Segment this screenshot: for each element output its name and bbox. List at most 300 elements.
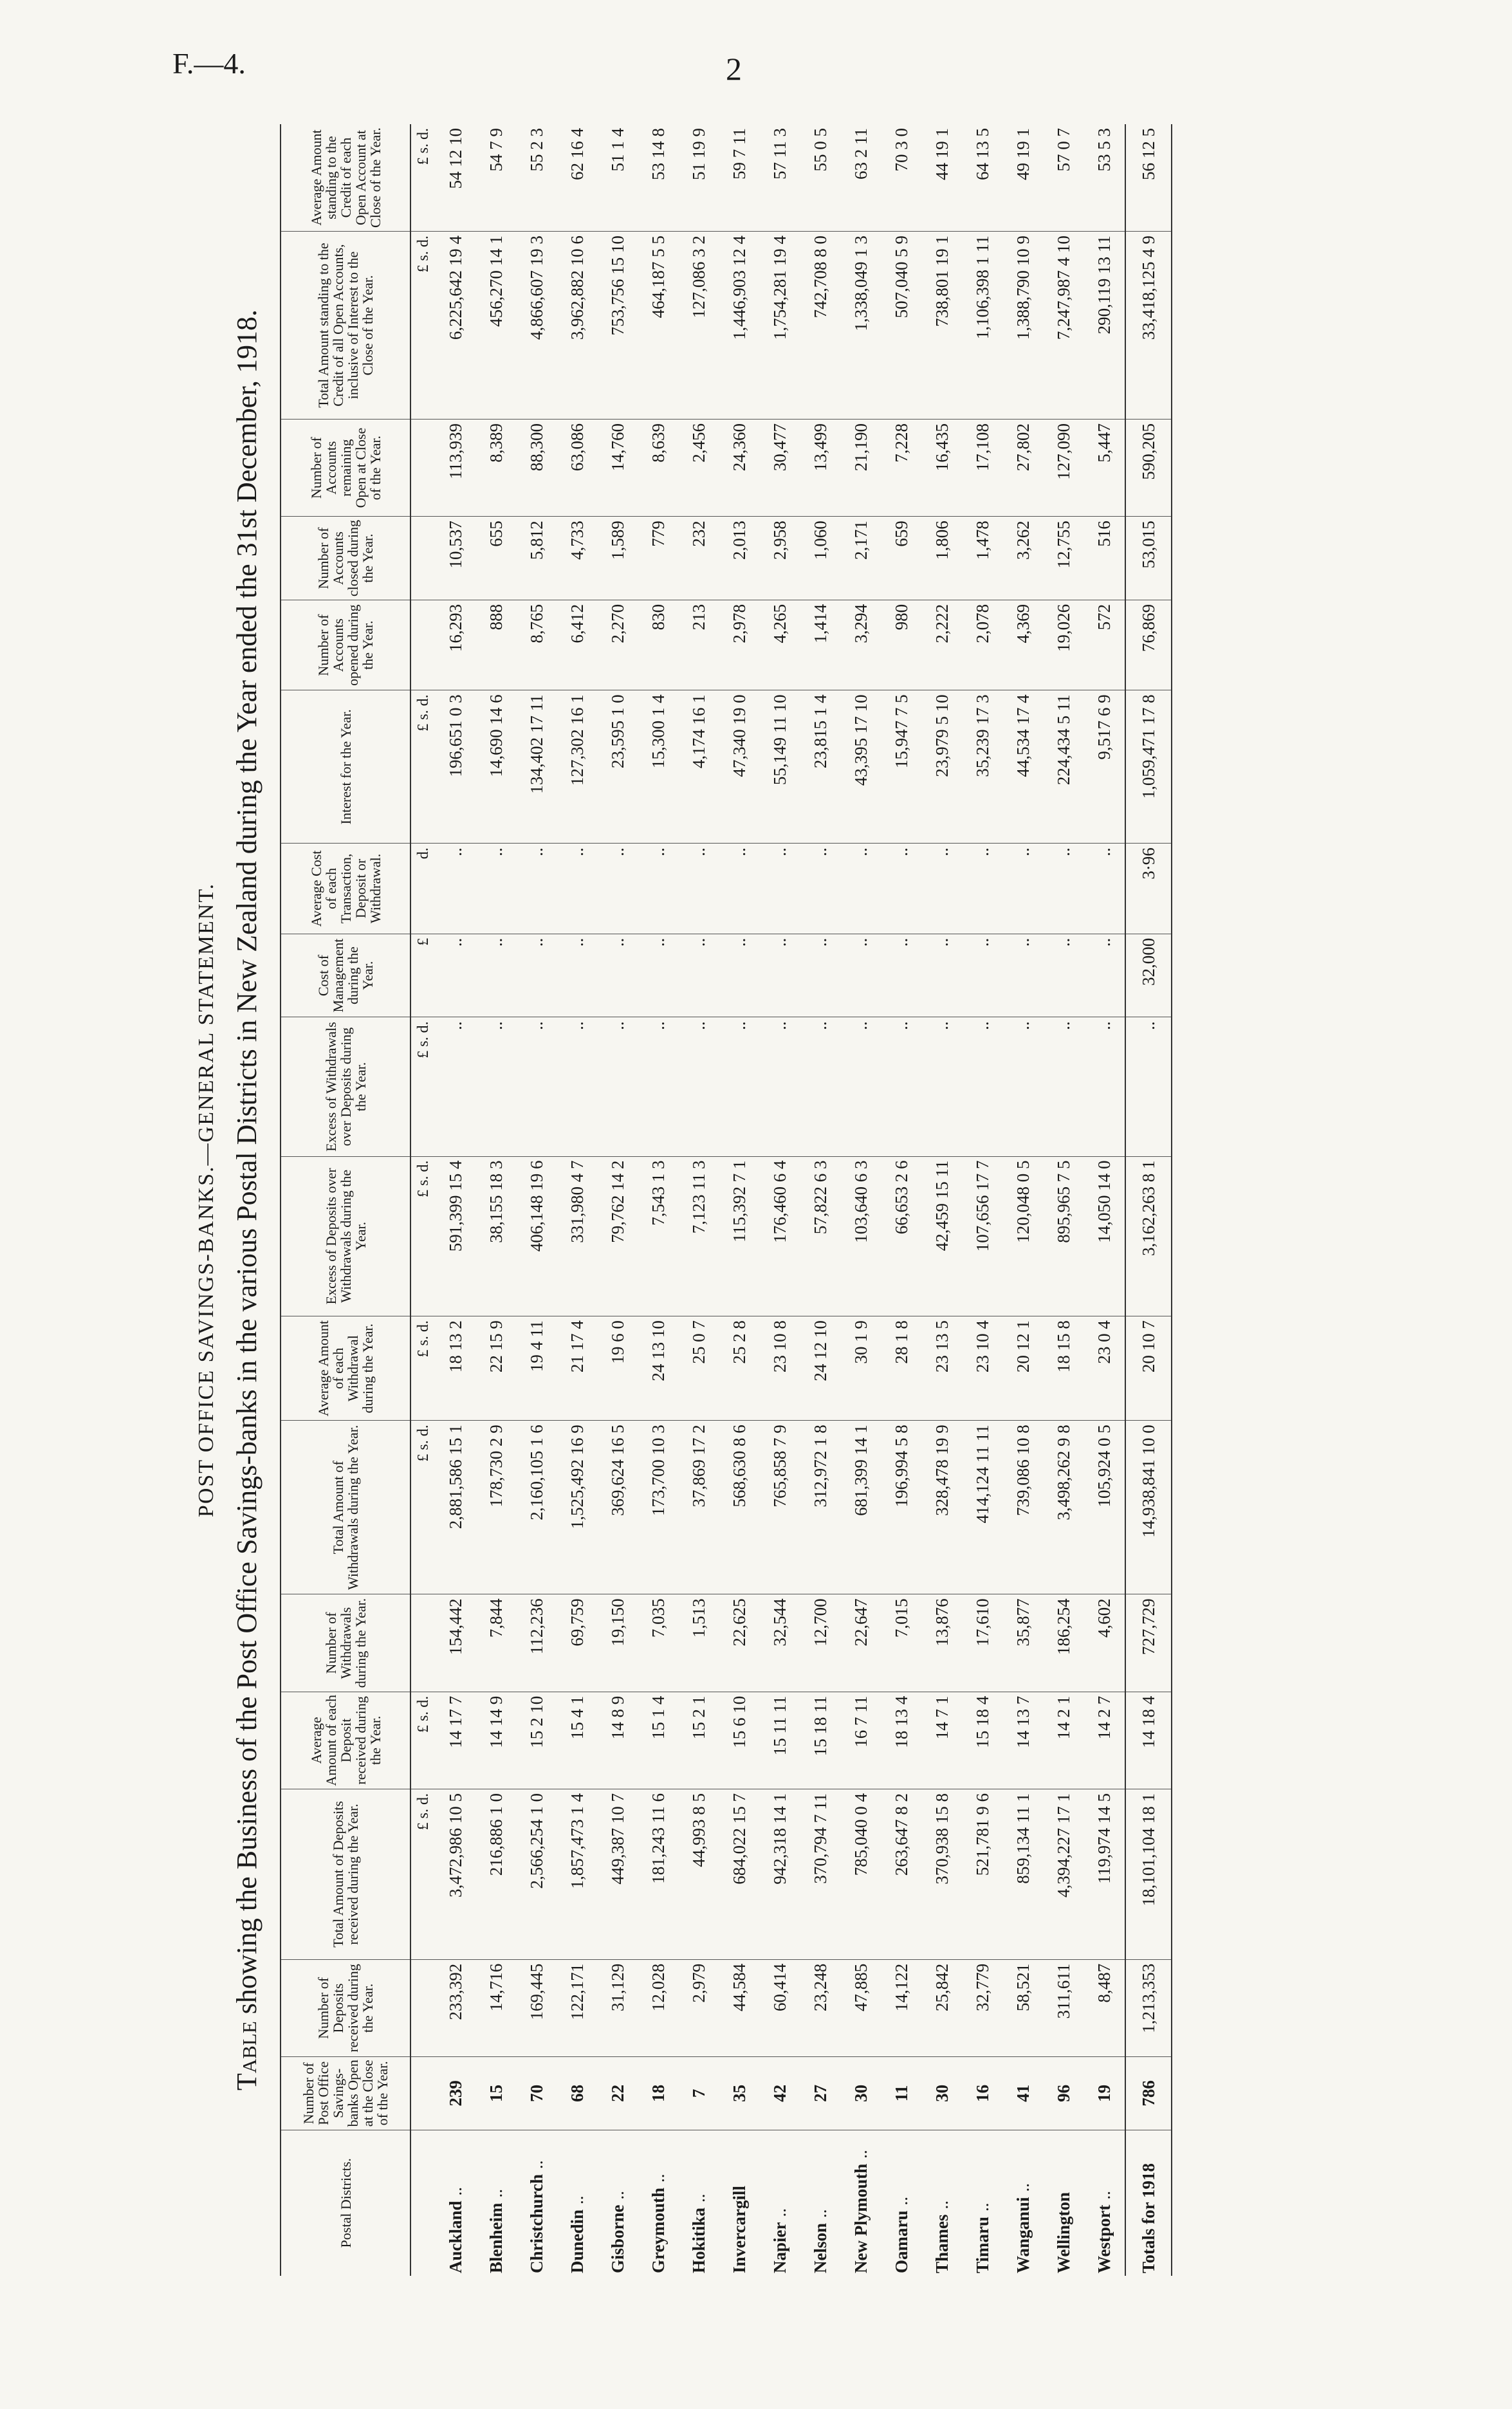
table-cell: 8,765 bbox=[517, 600, 557, 690]
unit-label: £ s. d. bbox=[410, 232, 436, 420]
table-cell: .. bbox=[881, 934, 922, 1017]
table-cell: 1,446,903 12 4 bbox=[719, 232, 760, 420]
table-cell: 12,028 bbox=[638, 1959, 679, 2056]
table-cell: 119,974 14 5 bbox=[1084, 1789, 1125, 1960]
table-cell: 14,122 bbox=[881, 1959, 922, 2056]
table-cell: 15 18 4 bbox=[963, 1692, 1003, 1789]
table-cell: 22,625 bbox=[719, 1594, 760, 1692]
table-cell: 18 13 2 bbox=[436, 1316, 476, 1421]
table-cell: 35 bbox=[719, 2057, 760, 2130]
table-cell: 24,360 bbox=[719, 419, 760, 516]
table-cell: .. bbox=[922, 844, 963, 934]
table-cell: 70 3 0 bbox=[881, 124, 922, 232]
table-cell: 47,885 bbox=[841, 1959, 881, 2056]
totals-cell: 14 18 4 bbox=[1125, 1692, 1172, 1789]
table-cell: .. bbox=[679, 844, 719, 934]
table-cell: 785,040 0 4 bbox=[841, 1789, 881, 1960]
column-header-16: Total Amount standing to the Credit of all Open Accounts, inclusive of Interest to the Close of the Year. bbox=[281, 232, 410, 420]
table-cell: 2,160,105 1 6 bbox=[517, 1421, 557, 1594]
district-cell bbox=[760, 2130, 800, 2276]
totals-label: Totals for 1918 bbox=[1125, 2130, 1172, 2276]
table-cell: 14,050 14 0 bbox=[1084, 1156, 1125, 1316]
table-cell: .. bbox=[760, 934, 800, 1017]
table-cell: 2,456 bbox=[679, 419, 719, 516]
table-cell: 681,399 14 1 bbox=[841, 1421, 881, 1594]
table-cell: 44,584 bbox=[719, 1959, 760, 2056]
column-header-3: Total Amount of Deposits received during the Year. bbox=[281, 1789, 410, 1960]
table-cell: .. bbox=[598, 934, 638, 1017]
district-name: Westport bbox=[1094, 2204, 1114, 2273]
table-cell: 2,978 bbox=[719, 600, 760, 690]
totals-cell: 20 10 7 bbox=[1125, 1316, 1172, 1421]
table-cell: .. bbox=[436, 934, 476, 1017]
leader-dots: .. bbox=[567, 2195, 587, 2204]
table-cell: 134,402 17 11 bbox=[517, 690, 557, 844]
table-cell: 44,534 17 4 bbox=[1003, 690, 1044, 844]
table-cell: 312,972 1 8 bbox=[800, 1421, 841, 1594]
table-cell: .. bbox=[719, 844, 760, 934]
table-cell: 2,013 bbox=[719, 517, 760, 600]
table-cell: 3,498,262 9 8 bbox=[1044, 1421, 1084, 1594]
district-name: Hokitika bbox=[689, 2207, 708, 2273]
table-cell: 9,517 6 9 bbox=[1084, 690, 1125, 844]
table-cell: 15 6 10 bbox=[719, 1692, 760, 1789]
page-number: 2 bbox=[726, 51, 742, 87]
caption-text: showing the Business of the Post Office Savings-banks in the various Postal Districts in New Zealand during the Year ended the 31st December, 1918. bbox=[231, 309, 263, 2022]
table-cell: 13,876 bbox=[922, 1594, 963, 1692]
table-cell: 15,300 1 4 bbox=[638, 690, 679, 844]
totals-cell: 1,059,471 17 8 bbox=[1125, 690, 1172, 844]
table-cell: 311,611 bbox=[1044, 1959, 1084, 2056]
table-cell: 55,149 11 10 bbox=[760, 690, 800, 844]
table-cell: .. bbox=[800, 1017, 841, 1156]
table-row bbox=[841, 124, 881, 2276]
table-cell: 2,566,254 1 0 bbox=[517, 1789, 557, 1960]
table-cell: 2,171 bbox=[841, 517, 881, 600]
table-cell: 88,300 bbox=[517, 419, 557, 516]
leader-dots: .. bbox=[1013, 2183, 1033, 2192]
district-cell bbox=[922, 2130, 963, 2276]
district-cell bbox=[719, 2130, 760, 2276]
table-cell: .. bbox=[1084, 844, 1125, 934]
table-cell: 23 10 8 bbox=[760, 1316, 800, 1421]
table-cell: 196,994 5 8 bbox=[881, 1421, 922, 1594]
statement-title: POST OFFICE SAVINGS-BANKS.—GENERAL STATEMENT. bbox=[194, 882, 218, 1518]
table-row bbox=[476, 124, 517, 2276]
leader-dots: .. bbox=[932, 2200, 952, 2210]
table-cell: 2,078 bbox=[963, 600, 1003, 690]
totals-cell: 18,101,104 18 1 bbox=[1125, 1789, 1172, 1960]
table-cell: 14,716 bbox=[476, 1959, 517, 2056]
table-cell: .. bbox=[436, 1017, 476, 1156]
table-cell: .. bbox=[841, 1017, 881, 1156]
table-cell: 1,414 bbox=[800, 600, 841, 690]
table-cell: 44,993 8 5 bbox=[679, 1789, 719, 1960]
table-cell: 765,858 7 9 bbox=[760, 1421, 800, 1594]
table-cell: 18 13 4 bbox=[881, 1692, 922, 1789]
table-cell: 41 bbox=[1003, 2057, 1044, 2130]
table-cell: 58,521 bbox=[1003, 1959, 1044, 2056]
table-cell: 96 bbox=[1044, 2057, 1084, 2130]
table-cell: 105,924 0 5 bbox=[1084, 1421, 1125, 1594]
table-cell: 69,759 bbox=[557, 1594, 598, 1692]
table-cell: 4,174 16 1 bbox=[679, 690, 719, 844]
district-cell bbox=[963, 2130, 1003, 2276]
table-cell: 54 7 9 bbox=[476, 124, 517, 232]
table-cell: 43,395 17 10 bbox=[841, 690, 881, 844]
table-cell: 186,254 bbox=[1044, 1594, 1084, 1692]
table-cell: 11 bbox=[881, 2057, 922, 2130]
table-cell: .. bbox=[557, 844, 598, 934]
table-cell: 4,265 bbox=[760, 600, 800, 690]
table-cell: 70 bbox=[517, 2057, 557, 2130]
table-cell: 1,338,049 1 3 bbox=[841, 232, 881, 420]
district-name: Dunedin bbox=[567, 2209, 587, 2273]
table-cell: .. bbox=[557, 934, 598, 1017]
table-cell: 456,270 14 1 bbox=[476, 232, 517, 420]
table-cell: 23 13 5 bbox=[922, 1316, 963, 1421]
table-cell: .. bbox=[436, 844, 476, 934]
table-row bbox=[1003, 124, 1044, 2276]
table-cell: 464,187 5 5 bbox=[638, 232, 679, 420]
table-cell: 16,293 bbox=[436, 600, 476, 690]
table-cell: 30 bbox=[841, 2057, 881, 2130]
table-cell: .. bbox=[679, 934, 719, 1017]
totals-cell: 56 12 5 bbox=[1125, 124, 1172, 232]
column-header-14: Number of Accounts closed during the Year. bbox=[281, 517, 410, 600]
table-cell: 107,656 17 7 bbox=[963, 1156, 1003, 1316]
table-cell: .. bbox=[517, 934, 557, 1017]
column-header-15: Number of Accounts remaining Open at Close of the Year. bbox=[281, 419, 410, 516]
district-name: Blenheim bbox=[486, 2202, 506, 2273]
table-cell: 181,243 11 6 bbox=[638, 1789, 679, 1960]
table-cell: 51 1 4 bbox=[598, 124, 638, 232]
table-cell: 59 7 11 bbox=[719, 124, 760, 232]
table-cell: 5,447 bbox=[1084, 419, 1125, 516]
unit-label bbox=[410, 600, 436, 690]
table-cell: 7,543 1 3 bbox=[638, 1156, 679, 1316]
table-cell: 176,460 6 4 bbox=[760, 1156, 800, 1316]
unit-label: £ s. d. bbox=[410, 1692, 436, 1789]
district-name: Oamaru bbox=[892, 2210, 911, 2273]
totals-cell: 727,729 bbox=[1125, 1594, 1172, 1692]
district-cell bbox=[1044, 2130, 1084, 2276]
table-cell: .. bbox=[881, 1017, 922, 1156]
totals-cell: 76,869 bbox=[1125, 600, 1172, 690]
table-cell: .. bbox=[557, 1017, 598, 1156]
table-cell: .. bbox=[800, 934, 841, 1017]
table-cell: .. bbox=[1003, 844, 1044, 934]
table-cell: 113,939 bbox=[436, 419, 476, 516]
table-cell: 120,048 0 5 bbox=[1003, 1156, 1044, 1316]
unit-label: £ s. d. bbox=[410, 690, 436, 844]
table-cell: 19,150 bbox=[598, 1594, 638, 1692]
table-cell: 20 12 1 bbox=[1003, 1316, 1044, 1421]
table-cell: 521,781 9 6 bbox=[963, 1789, 1003, 1960]
table-cell: 13,499 bbox=[800, 419, 841, 516]
table-cell: 63 2 11 bbox=[841, 124, 881, 232]
rotated-table-region bbox=[193, 119, 1255, 2281]
table-cell: 66,653 2 6 bbox=[881, 1156, 922, 1316]
table-cell: 178,730 2 9 bbox=[476, 1421, 517, 1594]
table-cell: .. bbox=[760, 844, 800, 934]
table-cell: .. bbox=[638, 1017, 679, 1156]
table-header-row bbox=[281, 124, 410, 2276]
table-cell: 224,434 5 11 bbox=[1044, 690, 1084, 844]
table-row bbox=[760, 124, 800, 2276]
district-name: Gisborne bbox=[608, 2204, 627, 2273]
district-cell bbox=[517, 2130, 557, 2276]
table-caption bbox=[230, 119, 263, 2281]
table-cell: .. bbox=[679, 1017, 719, 1156]
table-cell: 742,708 8 0 bbox=[800, 232, 841, 420]
table-cell: .. bbox=[963, 1017, 1003, 1156]
unit-label bbox=[410, 2130, 436, 2276]
district-cell bbox=[1084, 2130, 1125, 2276]
table-cell: 57 11 3 bbox=[760, 124, 800, 232]
table-body bbox=[410, 124, 1172, 2276]
table-cell: 49 19 1 bbox=[1003, 124, 1044, 232]
table-cell: 57,822 6 3 bbox=[800, 1156, 841, 1316]
savings-bank-statement-table bbox=[280, 124, 1172, 2276]
table-cell: 51 19 9 bbox=[679, 124, 719, 232]
totals-cell: 1,213,353 bbox=[1125, 1959, 1172, 2056]
unit-label: £ s. d. bbox=[410, 1017, 436, 1156]
table-cell: 115,392 7 1 bbox=[719, 1156, 760, 1316]
table-cell: 216,886 1 0 bbox=[476, 1789, 517, 1960]
leader-dots: .. bbox=[689, 2193, 708, 2202]
table-cell: 263,647 8 2 bbox=[881, 1789, 922, 1960]
table-cell: 3,294 bbox=[841, 600, 881, 690]
table-cell: 7,123 11 3 bbox=[679, 1156, 719, 1316]
unit-label bbox=[410, 2057, 436, 2130]
unit-label bbox=[410, 1594, 436, 1692]
table-cell: 30 bbox=[922, 2057, 963, 2130]
unit-label: £ s. d. bbox=[410, 1789, 436, 1960]
table-cell: 55 0 5 bbox=[800, 124, 841, 232]
table-cell: 64 13 5 bbox=[963, 124, 1003, 232]
table-cell: 23 0 4 bbox=[1084, 1316, 1125, 1421]
table-row bbox=[517, 124, 557, 2276]
table-cell: 572 bbox=[1084, 600, 1125, 690]
district-cell bbox=[638, 2130, 679, 2276]
table-cell: 42,459 15 11 bbox=[922, 1156, 963, 1316]
table-cell: 15 2 10 bbox=[517, 1692, 557, 1789]
table-cell: 19,026 bbox=[1044, 600, 1084, 690]
table-cell: 2,270 bbox=[598, 600, 638, 690]
table-cell: 4,602 bbox=[1084, 1594, 1125, 1692]
table-cell: 79,762 14 2 bbox=[598, 1156, 638, 1316]
table-cell: 127,086 3 2 bbox=[679, 232, 719, 420]
table-cell: 22,647 bbox=[841, 1594, 881, 1692]
table-cell: 112,236 bbox=[517, 1594, 557, 1692]
table-cell: 2,979 bbox=[679, 1959, 719, 2056]
table-cell: 17,610 bbox=[963, 1594, 1003, 1692]
table-cell: 659 bbox=[881, 517, 922, 600]
units-row bbox=[410, 124, 436, 2276]
table-cell: 1,388,790 10 9 bbox=[1003, 232, 1044, 420]
page-code: F.—4. bbox=[172, 47, 246, 80]
table-cell: 233,392 bbox=[436, 1959, 476, 2056]
table-cell: .. bbox=[963, 934, 1003, 1017]
table-cell: .. bbox=[1084, 934, 1125, 1017]
leader-dots: .. bbox=[892, 2197, 911, 2206]
table-row bbox=[436, 124, 476, 2276]
table-cell: 16 bbox=[963, 2057, 1003, 2130]
table-cell: 1,754,281 19 4 bbox=[760, 232, 800, 420]
column-header-13: Number of Accounts opened during the Year. bbox=[281, 600, 410, 690]
table-cell: .. bbox=[841, 934, 881, 1017]
table-cell: 14 2 1 bbox=[1044, 1692, 1084, 1789]
table-cell: 154,442 bbox=[436, 1594, 476, 1692]
table-cell: 35,877 bbox=[1003, 1594, 1044, 1692]
table-cell: 507,040 5 9 bbox=[881, 232, 922, 420]
table-cell: 213 bbox=[679, 600, 719, 690]
table-row bbox=[1044, 124, 1084, 2276]
column-header-10: Cost of Management during the Year. bbox=[281, 934, 410, 1017]
unit-label: £ bbox=[410, 934, 436, 1017]
column-header-12: Interest for the Year. bbox=[281, 690, 410, 844]
table-cell: 122,171 bbox=[557, 1959, 598, 2056]
table-cell: 4,733 bbox=[557, 517, 598, 600]
leader-dots: .. bbox=[446, 2186, 465, 2196]
table-cell: .. bbox=[476, 844, 517, 934]
table-cell: 1,806 bbox=[922, 517, 963, 600]
district-name: Christchurch bbox=[527, 2174, 546, 2273]
table-cell: .. bbox=[719, 934, 760, 1017]
table-cell: .. bbox=[1003, 934, 1044, 1017]
table-cell: .. bbox=[598, 1017, 638, 1156]
table-cell: 942,318 14 1 bbox=[760, 1789, 800, 1960]
table-cell: 5,812 bbox=[517, 517, 557, 600]
table-cell: 859,134 11 1 bbox=[1003, 1789, 1044, 1960]
table-cell: 12,755 bbox=[1044, 517, 1084, 600]
table-cell: 2,881,586 15 1 bbox=[436, 1421, 476, 1594]
table-cell: 62 16 4 bbox=[557, 124, 598, 232]
table-row bbox=[638, 124, 679, 2276]
district-name: Invercargill bbox=[730, 2186, 749, 2273]
totals-cell: 786 bbox=[1125, 2057, 1172, 2130]
district-name: Napier bbox=[770, 2222, 789, 2273]
table-cell: 60,414 bbox=[760, 1959, 800, 2056]
table-cell: 31,129 bbox=[598, 1959, 638, 2056]
table-cell: .. bbox=[638, 934, 679, 1017]
table-cell: 14 17 7 bbox=[436, 1692, 476, 1789]
leader-dots: .. bbox=[811, 2209, 830, 2218]
table-cell: 16,435 bbox=[922, 419, 963, 516]
table-cell: 12,700 bbox=[800, 1594, 841, 1692]
table-cell: 1,525,492 16 9 bbox=[557, 1421, 598, 1594]
table-cell: .. bbox=[922, 1017, 963, 1156]
table-cell: 4,394,227 17 1 bbox=[1044, 1789, 1084, 1960]
table-cell: 449,387 10 7 bbox=[598, 1789, 638, 1960]
column-header-6: Total Amount of Withdrawals during the Year. bbox=[281, 1421, 410, 1594]
leader-dots: .. bbox=[486, 2188, 506, 2198]
district-cell bbox=[436, 2130, 476, 2276]
table-cell: 290,119 13 11 bbox=[1084, 232, 1125, 420]
district-name: Auckland bbox=[446, 2201, 465, 2273]
table-cell: .. bbox=[638, 844, 679, 934]
district-cell bbox=[598, 2130, 638, 2276]
table-cell: 406,148 19 6 bbox=[517, 1156, 557, 1316]
table-cell: .. bbox=[476, 1017, 517, 1156]
district-cell bbox=[557, 2130, 598, 2276]
table-cell: 3,472,986 10 5 bbox=[436, 1789, 476, 1960]
table-cell: 27,802 bbox=[1003, 419, 1044, 516]
table-cell: 21 17 4 bbox=[557, 1316, 598, 1421]
table-cell: 25 2 8 bbox=[719, 1316, 760, 1421]
table-row bbox=[922, 124, 963, 2276]
table-cell: .. bbox=[476, 934, 517, 1017]
table-cell: .. bbox=[841, 844, 881, 934]
table-cell: 738,801 19 1 bbox=[922, 232, 963, 420]
table-cell: 232 bbox=[679, 517, 719, 600]
column-header-4: Average Amount of each Deposit received during the Year. bbox=[281, 1692, 410, 1789]
table-cell: 15 1 4 bbox=[638, 1692, 679, 1789]
table-cell: 8,487 bbox=[1084, 1959, 1125, 2056]
table-cell: 753,756 15 10 bbox=[598, 232, 638, 420]
district-name: Wellington bbox=[1054, 2192, 1073, 2273]
column-header-9: Excess of Withdrawals over Deposits during the Year. bbox=[281, 1017, 410, 1156]
district-cell bbox=[1003, 2130, 1044, 2276]
table-cell: 21,190 bbox=[841, 419, 881, 516]
table-cell: 830 bbox=[638, 600, 679, 690]
table-cell: 14 13 7 bbox=[1003, 1692, 1044, 1789]
totals-cell: 3·96 bbox=[1125, 844, 1172, 934]
table-cell: 19 bbox=[1084, 2057, 1125, 2130]
table-cell: 6,412 bbox=[557, 600, 598, 690]
table-cell: .. bbox=[922, 934, 963, 1017]
table-cell: 684,022 15 7 bbox=[719, 1789, 760, 1960]
district-name: Timaru bbox=[973, 2216, 992, 2273]
table-row bbox=[881, 124, 922, 2276]
column-header-17: Average Amount standing to the Credit of each Open Account at Close of the Year. bbox=[281, 124, 410, 232]
unit-label bbox=[410, 419, 436, 516]
table-cell: 35,239 17 3 bbox=[963, 690, 1003, 844]
table-cell: 2,222 bbox=[922, 600, 963, 690]
table-cell: .. bbox=[1044, 844, 1084, 934]
table-cell: 18 bbox=[638, 2057, 679, 2130]
table-cell: 25 0 7 bbox=[679, 1316, 719, 1421]
table-cell: 17,108 bbox=[963, 419, 1003, 516]
table-cell: 47,340 19 0 bbox=[719, 690, 760, 844]
table-cell: 63,086 bbox=[557, 419, 598, 516]
table-cell: 19 4 11 bbox=[517, 1316, 557, 1421]
leader-dots: .. bbox=[527, 2160, 546, 2169]
table-cell: .. bbox=[800, 844, 841, 934]
totals-cell: 33,418,125 4 9 bbox=[1125, 232, 1172, 420]
caption-lead: Table bbox=[231, 2021, 263, 2091]
table-row bbox=[963, 124, 1003, 2276]
table-cell: 15,947 7 5 bbox=[881, 690, 922, 844]
table-cell: 516 bbox=[1084, 517, 1125, 600]
table-cell: 8,639 bbox=[638, 419, 679, 516]
table-cell: 15 2 1 bbox=[679, 1692, 719, 1789]
table-cell: 68 bbox=[557, 2057, 598, 2130]
table-cell: 7,035 bbox=[638, 1594, 679, 1692]
totals-cell: 53,015 bbox=[1125, 517, 1172, 600]
table-cell: 196,651 0 3 bbox=[436, 690, 476, 844]
table-cell: 28 1 8 bbox=[881, 1316, 922, 1421]
table-cell: 16 7 11 bbox=[841, 1692, 881, 1789]
table-cell: 8,389 bbox=[476, 419, 517, 516]
table-row bbox=[719, 124, 760, 2276]
table-cell: 414,124 11 11 bbox=[963, 1421, 1003, 1594]
totals-cell: 3,162,263 8 1 bbox=[1125, 1156, 1172, 1316]
column-header-8: Excess of Deposits over Withdrawals during the Year. bbox=[281, 1156, 410, 1316]
table-cell: .. bbox=[760, 1017, 800, 1156]
table-cell: 173,700 10 3 bbox=[638, 1421, 679, 1594]
